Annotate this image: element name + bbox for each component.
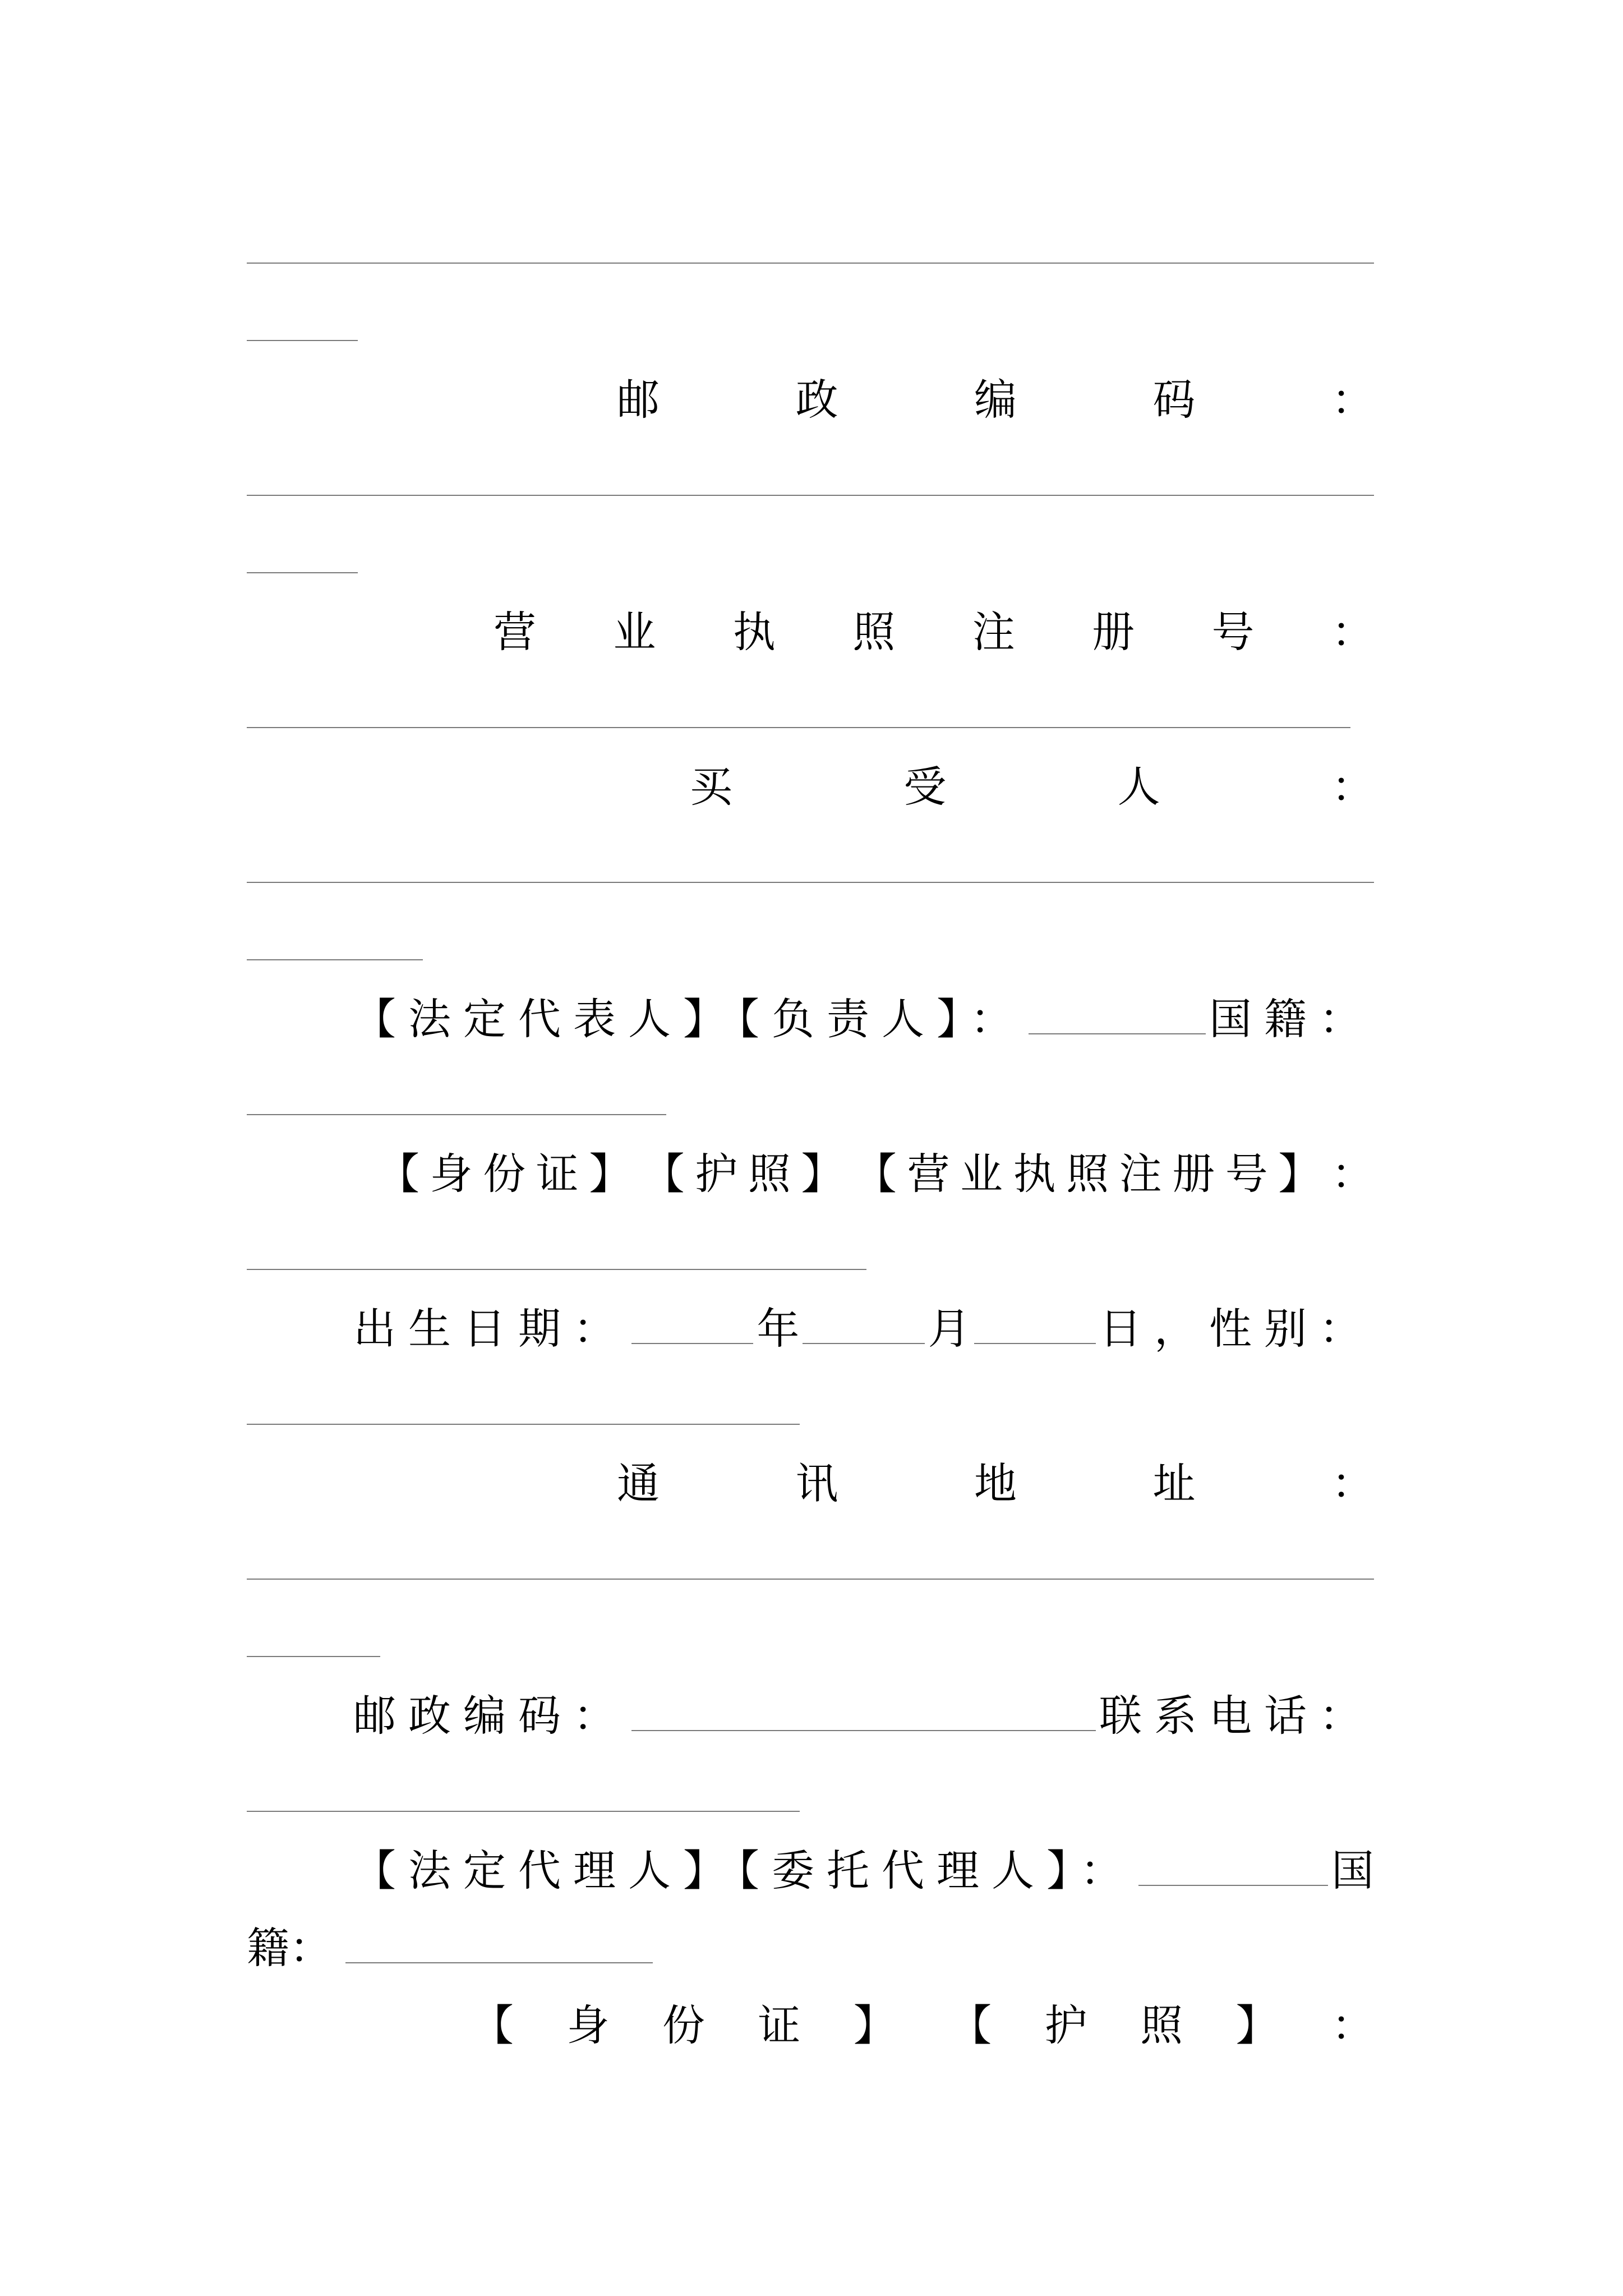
label-char: 身	[566, 2000, 610, 2050]
label-char: 政	[795, 375, 838, 425]
label-char: 【	[642, 1149, 685, 1199]
label-char: ：	[1331, 607, 1374, 657]
label-char: ：	[1331, 762, 1374, 812]
month-label: 月	[928, 1304, 971, 1354]
agent-nationality-row	[247, 1917, 1374, 1979]
label-char: 人	[1117, 762, 1160, 812]
label-char: 通	[617, 1458, 660, 1508]
label-char: 】	[589, 1149, 632, 1199]
label-char: 】	[1278, 1149, 1321, 1199]
fill-line	[247, 1811, 800, 1812]
representative-blank[interactable]	[1029, 1033, 1206, 1034]
license-number-label-row	[247, 601, 1374, 663]
fill-line	[247, 1579, 1374, 1580]
label-char: 注	[1119, 1149, 1162, 1199]
label-char: 护	[695, 1149, 738, 1199]
agent-blank[interactable]	[1138, 1885, 1328, 1886]
label-char: 码	[1152, 375, 1196, 425]
nationality-start: 国	[1331, 1846, 1374, 1895]
label-char: 照	[1140, 2000, 1183, 2050]
birth-month-blank[interactable]	[803, 1343, 924, 1344]
label-char: 】	[1235, 2000, 1279, 2050]
label-char: 护	[1044, 2000, 1087, 2050]
label-char: 注	[972, 607, 1015, 657]
label-char: 地	[974, 1458, 1017, 1508]
label-char: 讯	[795, 1458, 838, 1508]
label-char: 编	[974, 375, 1017, 425]
agent-id-type-row	[247, 1995, 1374, 2056]
label-char: ：	[1331, 375, 1374, 425]
label-char: 号	[1225, 1149, 1268, 1199]
birth-year-blank[interactable]	[631, 1343, 753, 1344]
label-char: 照	[852, 607, 896, 657]
postal-code-label-row	[247, 369, 1374, 431]
fill-line	[247, 572, 358, 573]
fill-line	[247, 263, 1374, 264]
label-char: 【	[377, 1149, 419, 1199]
fill-line	[247, 495, 1374, 496]
label-char: 业	[960, 1149, 1003, 1199]
label-char: 份	[662, 2000, 705, 2050]
label-char: 照	[748, 1149, 791, 1199]
fill-line	[247, 1656, 380, 1657]
label-char: 营	[907, 1149, 950, 1199]
birth-date-row	[247, 1298, 1374, 1360]
fill-line	[247, 959, 423, 960]
label-char: 】	[801, 1149, 844, 1199]
label-char: 号	[1211, 607, 1255, 657]
label-char: 【	[471, 2000, 514, 2050]
label-char: 营	[494, 607, 536, 657]
label-char: 身	[430, 1149, 473, 1199]
fill-line	[247, 1269, 866, 1270]
buyer-label-row	[247, 756, 1374, 818]
fill-line	[247, 727, 1350, 728]
label-char: 份	[483, 1149, 526, 1199]
label-char: 证	[536, 1149, 579, 1199]
birth-date-label: 出生日期：	[353, 1304, 628, 1354]
nationality-label: 国籍：	[1209, 994, 1374, 1044]
label-char: 册	[1092, 607, 1135, 657]
label-char: 受	[903, 762, 947, 812]
label-char: 址	[1152, 1458, 1196, 1508]
representative-label: 【法定代表人】【负责人】：	[353, 994, 1025, 1044]
label-char: ：	[1331, 1149, 1374, 1199]
label-char: 【	[949, 2000, 992, 2050]
label-char: 】	[853, 2000, 896, 2050]
representative-row	[247, 988, 1374, 1050]
nationality-end: 籍：	[247, 1923, 332, 1973]
label-char: 册	[1172, 1149, 1215, 1199]
fill-line	[247, 340, 358, 341]
birth-day-blank[interactable]	[974, 1343, 1096, 1344]
id-type-row	[247, 1143, 1374, 1205]
label-char: 执	[732, 607, 776, 657]
phone-label: 联系电话：	[1099, 1691, 1374, 1741]
agent-label: 【法定代理人】【委托代理人】：	[353, 1846, 1135, 1895]
label-char: 邮	[617, 375, 660, 425]
label-char: 照	[1066, 1149, 1109, 1199]
agent-nationality-blank[interactable]	[345, 1962, 653, 1963]
fill-line	[247, 1424, 800, 1425]
label-char: 证	[758, 2000, 801, 2050]
label-char: 买	[690, 762, 732, 812]
postal-code-label: 邮政编码：	[353, 1691, 628, 1741]
label-char: ：	[1331, 1458, 1374, 1508]
postal-code-blank[interactable]	[631, 1730, 1096, 1731]
fill-line	[247, 882, 1374, 883]
label-char: 【	[854, 1149, 897, 1199]
contact-row	[247, 1685, 1374, 1747]
label-char: ：	[1331, 2000, 1374, 2050]
label-char: 业	[613, 607, 656, 657]
agent-row	[247, 1840, 1374, 1902]
day-gender-label: 日，性别：	[1099, 1304, 1374, 1354]
fill-line	[247, 1114, 666, 1115]
label-char: 执	[1013, 1149, 1056, 1199]
year-label: 年	[757, 1304, 800, 1354]
address-label-row	[247, 1453, 1374, 1515]
